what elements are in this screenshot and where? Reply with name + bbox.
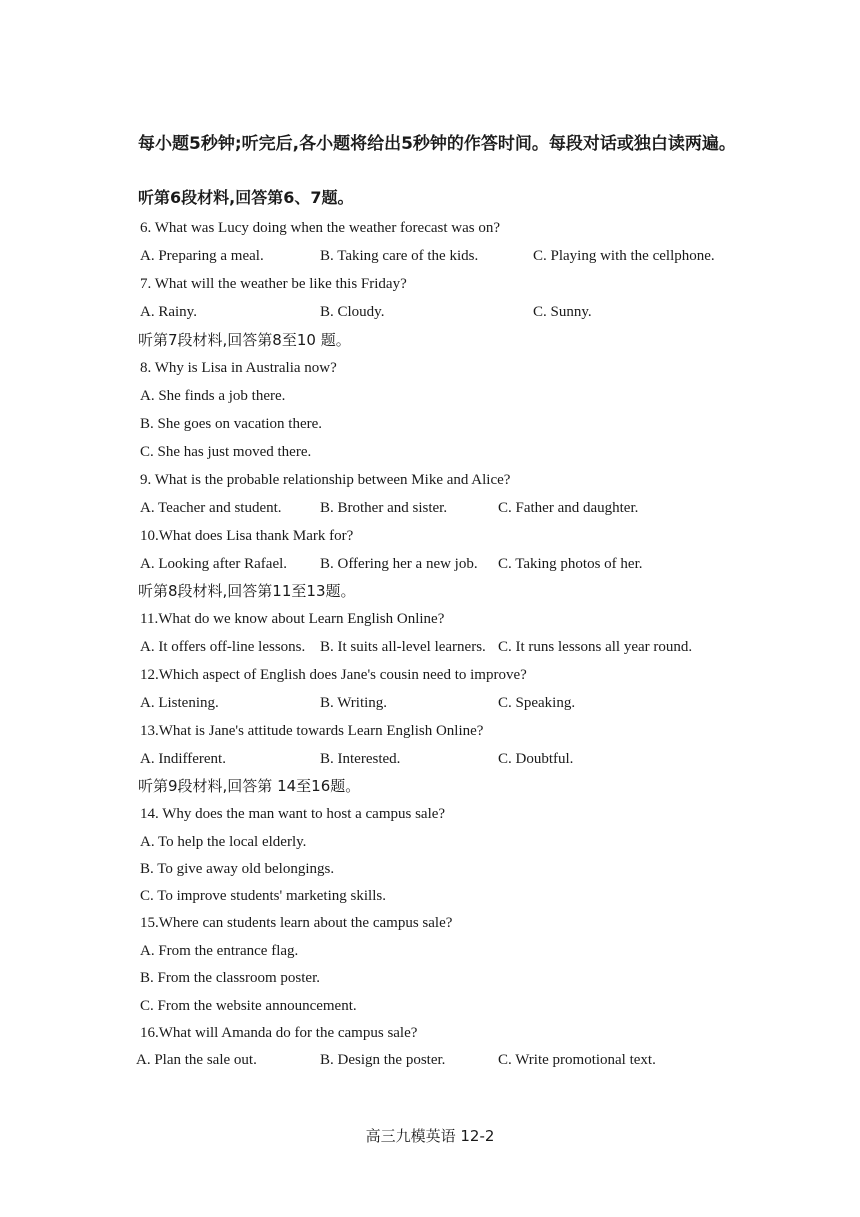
option-b: B. Writing. (320, 695, 388, 711)
question-text: 13.What is Jane's attitude towards Learn English Online? (140, 723, 484, 739)
option-c: C. Father and daughter. (498, 500, 639, 516)
option-a: A. Listening. (140, 695, 219, 711)
option-c: C. Write promotional text. (498, 1052, 656, 1068)
option-a: A. Looking after Rafael. (140, 556, 288, 572)
option-b: B. From the classroom poster. (140, 970, 320, 986)
option-a: A. To help the local elderly. (140, 834, 307, 850)
question-text: 8. Why is Lisa in Australia now? (140, 360, 337, 376)
page-footer: 高三九模英语 12-2 (365, 1127, 495, 1145)
option-b: B. Design the poster. (320, 1052, 446, 1068)
option-b: B. Taking care of the kids. (320, 248, 479, 264)
option-c: C. Taking photos of her. (498, 556, 643, 572)
option-a: A. Preparing a meal. (140, 248, 264, 264)
option-b: B. It suits all-level learners. (320, 639, 486, 655)
option-c: C. She has just moved there. (140, 444, 312, 460)
option-a: A. From the entrance flag. (140, 943, 299, 959)
section-heading: 听第9段材料,回答第 14至16题。 (138, 777, 361, 795)
option-c: C. From the website announcement. (140, 998, 357, 1014)
question-text: 7. What will the weather be like this Friday? (140, 276, 407, 292)
option-c: C. It runs lessons all year round. (498, 639, 693, 655)
question-text: 6. What was Lucy doing when the weather forecast was on? (140, 220, 501, 236)
section-heading: 听第7段材料,回答第8至10 题。 (138, 331, 351, 349)
question-text: 15.Where can students learn about the campus sale? (140, 915, 453, 931)
question-text: 16.What will Amanda do for the campus sale? (140, 1025, 418, 1041)
question-text: 10.What does Lisa thank Mark for? (140, 528, 354, 544)
section-heading: 听第6段材料,回答第6、7题。 (138, 188, 354, 207)
section-heading: 听第8段材料,回答第11至13题。 (138, 582, 356, 600)
option-b: B. She goes on vacation there. (140, 416, 323, 432)
option-c: C. Sunny. (533, 304, 592, 320)
listening-instructions: 每小题5秒钟;听完后,各小题将给出5秒钟的作答时间。每段对话或独白读两遍。 (138, 134, 736, 154)
option-a: A. Rainy. (140, 304, 197, 320)
option-b: B. Cloudy. (320, 304, 385, 320)
option-a: A. It offers off-line lessons. (140, 639, 306, 655)
option-a: A. She finds a job there. (140, 388, 286, 404)
option-c: C. Playing with the cellphone. (533, 248, 715, 264)
question-text: 12.Which aspect of English does Jane's cousin need to improve? (140, 667, 527, 683)
option-a: A. Plan the sale out. (136, 1052, 257, 1068)
option-a: A. Indifferent. (140, 751, 226, 767)
option-c: C. To improve students' marketing skills. (140, 888, 386, 904)
option-b: B. Interested. (320, 751, 401, 767)
question-text: 11.What do we know about Learn English Online? (140, 611, 445, 627)
question-text: 14. Why does the man want to host a campus sale? (140, 806, 446, 822)
option-c: C. Doubtful. (498, 751, 574, 767)
option-a: A. Teacher and student. (140, 500, 282, 516)
option-c: C. Speaking. (498, 695, 576, 711)
option-b: B. Offering her a new job. (320, 556, 478, 572)
option-b: B. To give away old belongings. (140, 861, 335, 877)
option-b: B. Brother and sister. (320, 500, 448, 516)
question-text: 9. What is the probable relationship between Mike and Alice? (140, 472, 511, 488)
